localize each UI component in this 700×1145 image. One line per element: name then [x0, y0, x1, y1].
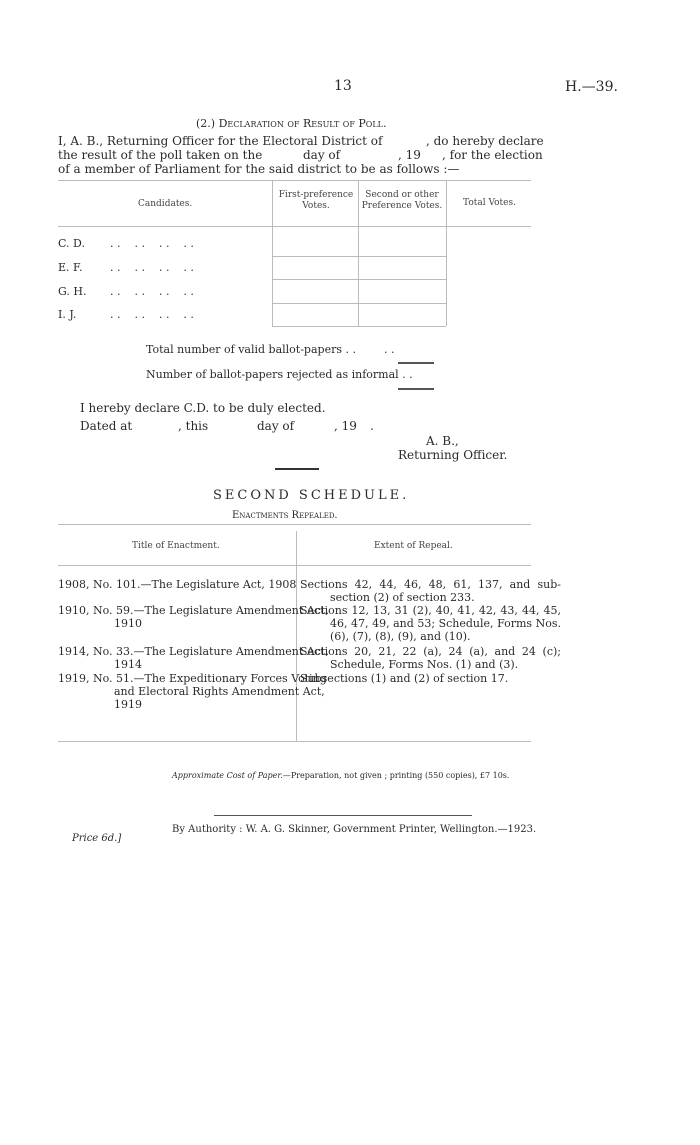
row-leader-dots: . . . . . . . .	[110, 237, 194, 250]
header-total-votes: Total Votes.	[463, 198, 516, 208]
declare-elected: I hereby declare C.D. to be duly elected.	[80, 401, 326, 415]
dated-period: .	[370, 419, 374, 433]
rejected-rule	[398, 388, 434, 390]
table-row	[58, 308, 76, 321]
rejected-ballot-papers: Number of ballot-papers rejected as informal . .	[146, 368, 413, 381]
declaration-line-2a: the result of the poll taken on the	[58, 148, 263, 162]
candidate-name: G. H.	[58, 285, 87, 298]
dated-at-label: Dated at	[80, 419, 133, 433]
candidate-name: E. F.	[58, 261, 83, 274]
declaration-line-1a: I, A. B., Returning Officer for the Electoral District of	[58, 134, 383, 148]
repeal-extent: Subsections (1) and (2) of section 17.	[300, 672, 509, 685]
declaration-heading: (2.) Declaration of Result of Poll.	[196, 117, 387, 130]
price: Price 6d.]	[72, 833, 122, 844]
repeal-extent: Sections 20, 21, 22 (a), 24 (a), and 24 (c); Schedule, Forms Nos. (1) and (3).	[300, 645, 561, 671]
repeal-extent: Sections 42, 44, 46, 48, 61, 137, and sub-section (2) of section 233.	[300, 578, 561, 604]
column-extent-of-repeal: Extent of Repeal.	[374, 541, 453, 551]
header-candidates: Candidates.	[138, 199, 193, 209]
candidate-name: I. J.	[58, 308, 77, 321]
column-title-of-enactment: Title of Enactment.	[132, 541, 220, 551]
schedule-subtitle: Enactments Repealed.	[232, 510, 338, 521]
schedule-title: SECOND SCHEDULE.	[213, 488, 410, 503]
dated-year-label: , 19	[334, 419, 357, 433]
section-divider	[275, 468, 319, 470]
signer-name: A. B.,	[426, 434, 459, 448]
declaration-line-2b: day of	[303, 148, 341, 162]
total-valid-rule	[398, 362, 434, 364]
enactment-title: 1910, No. 59.—The Legislature Amendment Act, 1910	[58, 604, 329, 630]
declaration-line-2d: , for the election	[442, 148, 543, 162]
document-reference: H.—39.	[565, 79, 618, 95]
enactment-title: 1908, No. 101.—The Legislature Act, 1908	[58, 578, 297, 591]
row-leader-dots: . . . . . . . .	[110, 285, 194, 298]
total-valid-ballot-papers: Total number of valid ballot-papers . .	[146, 343, 356, 356]
dated-this-label: , this	[178, 419, 209, 433]
declaration-line-1b: , do hereby declare	[426, 134, 544, 148]
authority-line: By Authority : W. A. G. Skinner, Government Printer, Wellington.—1923.	[172, 824, 537, 835]
declaration-line-3: of a member of Parliament for the said district to be as follows :—	[58, 162, 460, 176]
page-number: 13	[334, 78, 352, 94]
header-second-preference: Second or other Preference Votes.	[361, 190, 443, 211]
header-first-preference: First-preference Votes.	[278, 190, 354, 211]
table-row	[58, 285, 86, 298]
table-row	[58, 237, 85, 250]
declaration-line-2c: , 19	[398, 148, 421, 162]
enactment-title: 1914, No. 33.—The Legislature Amendment Act, 1914	[58, 645, 329, 671]
repeal-extent: Sections 12, 13, 31 (2), 40, 41, 42, 43, 44, 45, 46, 47, 49, and 53; Schedule, Forms Nos. (6), (7), (8), (9), and (10).	[300, 604, 561, 643]
cost-label: Approximate Cost of Paper.	[172, 771, 283, 780]
signer-title: Returning Officer.	[398, 448, 508, 462]
table-row	[58, 261, 82, 274]
cost-text: —Preparation, not given ; printing (550 copies), £7 10s.	[282, 771, 510, 780]
dated-day-of-label: day of	[257, 419, 295, 433]
candidate-name: C. D.	[58, 237, 85, 250]
footer-rule	[214, 815, 472, 816]
row-leader-dots: . . . . . . . .	[110, 261, 194, 274]
total-valid-dots: . .	[384, 343, 395, 356]
cost-of-paper	[172, 771, 509, 780]
row-leader-dots: . . . . . . . .	[110, 308, 194, 321]
enactment-title: 1919, No. 51.—The Expeditionary Forces Voting and Electoral Rights Amendment Act, 1919	[58, 672, 327, 711]
